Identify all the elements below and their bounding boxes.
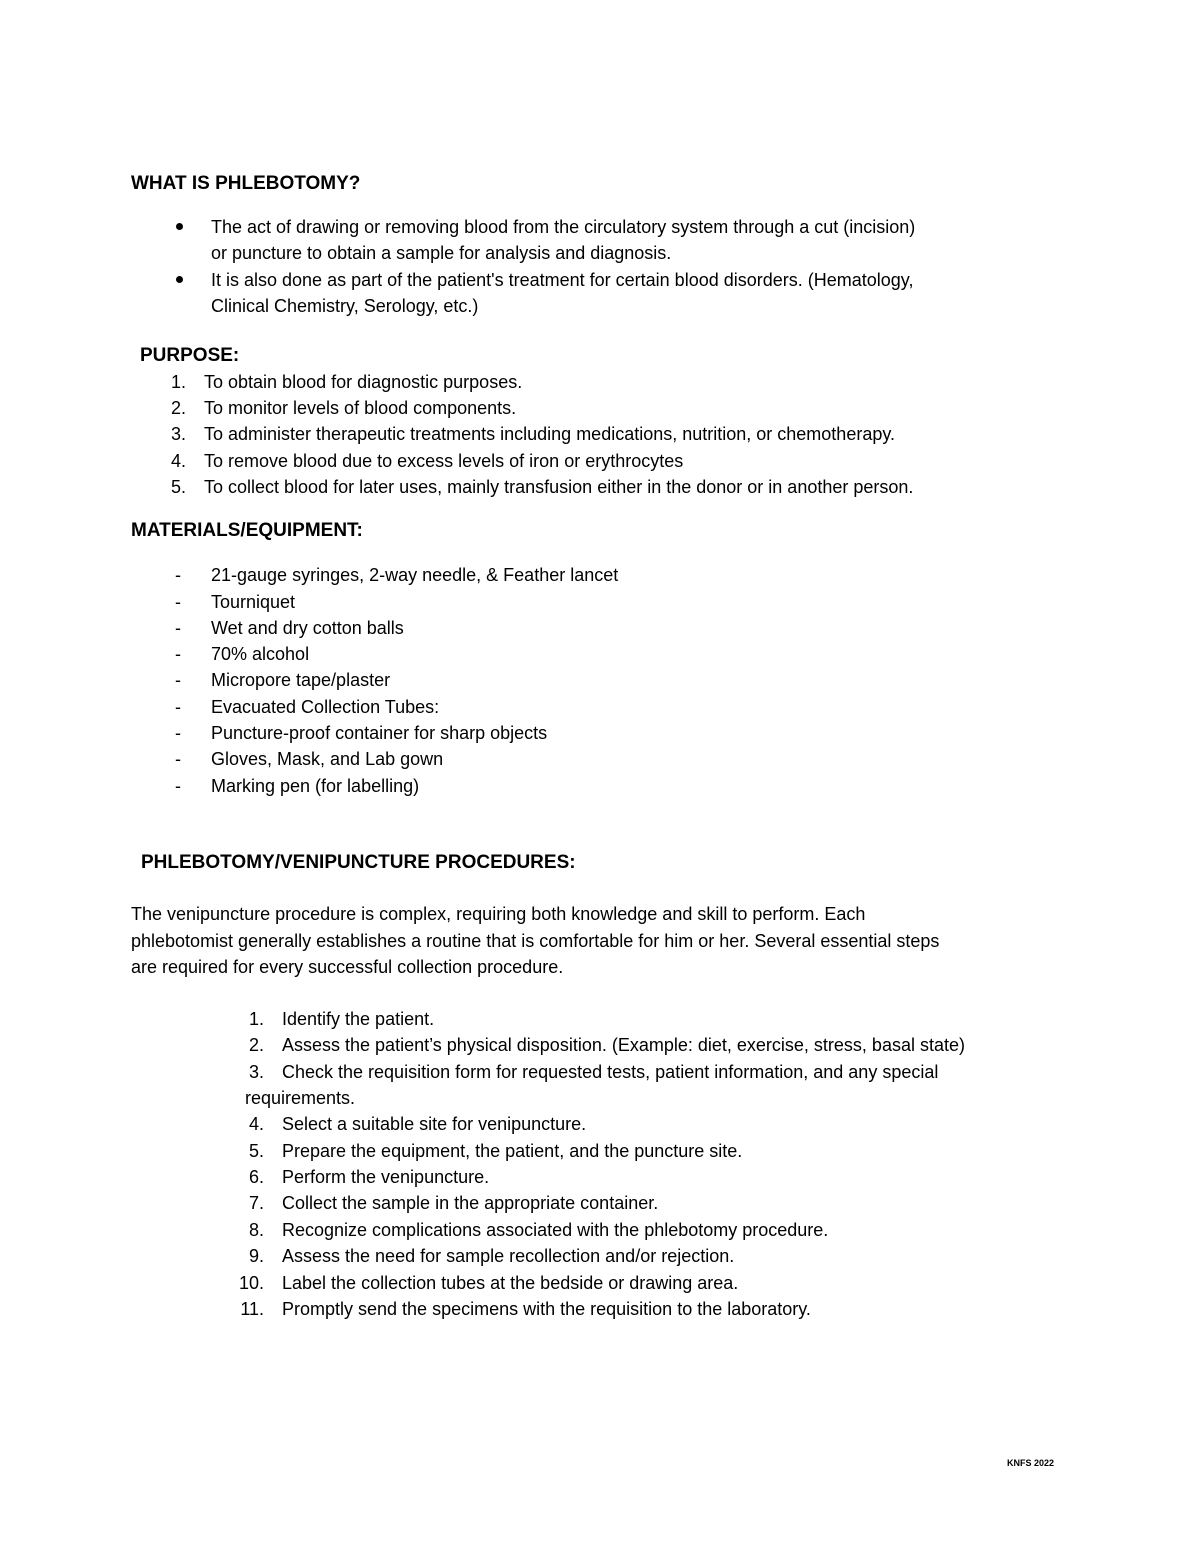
paragraph-line: The venipuncture procedure is complex, requiring both knowledge and skill to perform. Each (131, 904, 866, 924)
bullet-text: It is also done as part of the patient's treatment for certain blood disorders. (Hematology, (211, 270, 914, 290)
dash-marker: - (175, 670, 181, 690)
dash-marker: - (175, 749, 181, 769)
purpose-item: To remove blood due to excess levels of iron or erythrocytes (204, 451, 684, 471)
section-heading-procedures: PHLEBOTOMY/VENIPUNCTURE PROCEDURES: (141, 852, 576, 873)
procedure-step: Check the requisition form for requested tests, patient information, and any special (282, 1062, 939, 1082)
list-number: 4. (170, 451, 186, 471)
material-item: 70% alcohol (211, 644, 310, 664)
purpose-item: To monitor levels of blood components. (204, 398, 517, 418)
dash-marker: - (175, 723, 181, 743)
dash-marker: - (175, 565, 181, 585)
step-number: 11. (240, 1299, 264, 1319)
procedure-step: Identify the patient. (282, 1009, 435, 1029)
procedure-step-continued: requirements. (245, 1088, 356, 1108)
step-number: 8. (248, 1220, 264, 1240)
bullet-text-continued: Clinical Chemistry, Serology, etc.) (211, 296, 479, 316)
material-item: Gloves, Mask, and Lab gown (211, 749, 444, 769)
step-number: 3. (248, 1062, 264, 1082)
procedure-step: Assess the patient’s physical disposition. (Example: diet, exercise, stress, basal state) (282, 1035, 965, 1055)
bullet-text-continued: or puncture to obtain a sample for analysis and diagnosis. (211, 243, 672, 263)
step-number: 6. (248, 1167, 264, 1187)
paragraph-line: are required for every successful collection procedure. (131, 957, 564, 977)
procedure-step: Perform the venipuncture. (282, 1167, 490, 1187)
step-number: 10. (238, 1273, 264, 1293)
procedure-step: Label the collection tubes at the bedside or drawing area. (282, 1273, 739, 1293)
procedure-step: Prepare the equipment, the patient, and the puncture site. (282, 1141, 743, 1161)
section-heading-purpose: PURPOSE: (140, 345, 240, 366)
list-number: 1. (170, 372, 186, 392)
dash-marker: - (175, 592, 181, 612)
step-number: 9. (248, 1246, 264, 1266)
section-heading-phlebotomy: WHAT IS PHLEBOTOMY? (131, 173, 361, 194)
procedure-step: Collect the sample in the appropriate container. (282, 1193, 659, 1213)
procedure-step: Promptly send the specimens with the requisition to the laboratory. (282, 1299, 811, 1319)
procedure-step: Assess the need for sample recollection and/or rejection. (282, 1246, 735, 1266)
dash-marker: - (175, 644, 181, 664)
procedure-step: Recognize complications associated with the phlebotomy procedure. (282, 1220, 829, 1240)
material-item: Puncture-proof container for sharp objects (211, 723, 548, 743)
procedure-step: Select a suitable site for venipuncture. (282, 1114, 587, 1134)
purpose-item: To obtain blood for diagnostic purposes. (204, 372, 523, 392)
material-item: Evacuated Collection Tubes: (211, 697, 440, 717)
list-number: 2. (170, 398, 186, 418)
paragraph-line: phlebotomist generally establishes a routine that is comfortable for him or her. Several essential steps (131, 931, 940, 951)
bullet-icon (176, 223, 183, 230)
dash-marker: - (175, 776, 181, 796)
material-item: Wet and dry cotton balls (211, 618, 404, 638)
step-number: 4. (248, 1114, 264, 1134)
material-item: 21-gauge syringes, 2-way needle, & Feather lancet (211, 565, 619, 585)
section-heading-materials: MATERIALS/EQUIPMENT: (131, 520, 363, 541)
dash-marker: - (175, 618, 181, 638)
purpose-item: To administer therapeutic treatments including medications, nutrition, or chemotherapy. (204, 424, 896, 444)
material-item: Marking pen (for labelling) (211, 776, 420, 796)
list-number: 3. (170, 424, 186, 444)
step-number: 1. (248, 1009, 264, 1029)
purpose-item: To collect blood for later uses, mainly transfusion either in the donor or in another person. (204, 477, 914, 497)
material-item: Tourniquet (211, 592, 296, 612)
bullet-text: The act of drawing or removing blood from the circulatory system through a cut (incision) (211, 217, 916, 237)
step-number: 2. (248, 1035, 264, 1055)
step-number: 5. (248, 1141, 264, 1161)
step-number: 7. (248, 1193, 264, 1213)
material-item: Micropore tape/plaster (211, 670, 391, 690)
dash-marker: - (175, 697, 181, 717)
list-number: 5. (170, 477, 186, 497)
footer-text: KNFS 2022 (1007, 1458, 1055, 1468)
bullet-icon (176, 276, 183, 283)
